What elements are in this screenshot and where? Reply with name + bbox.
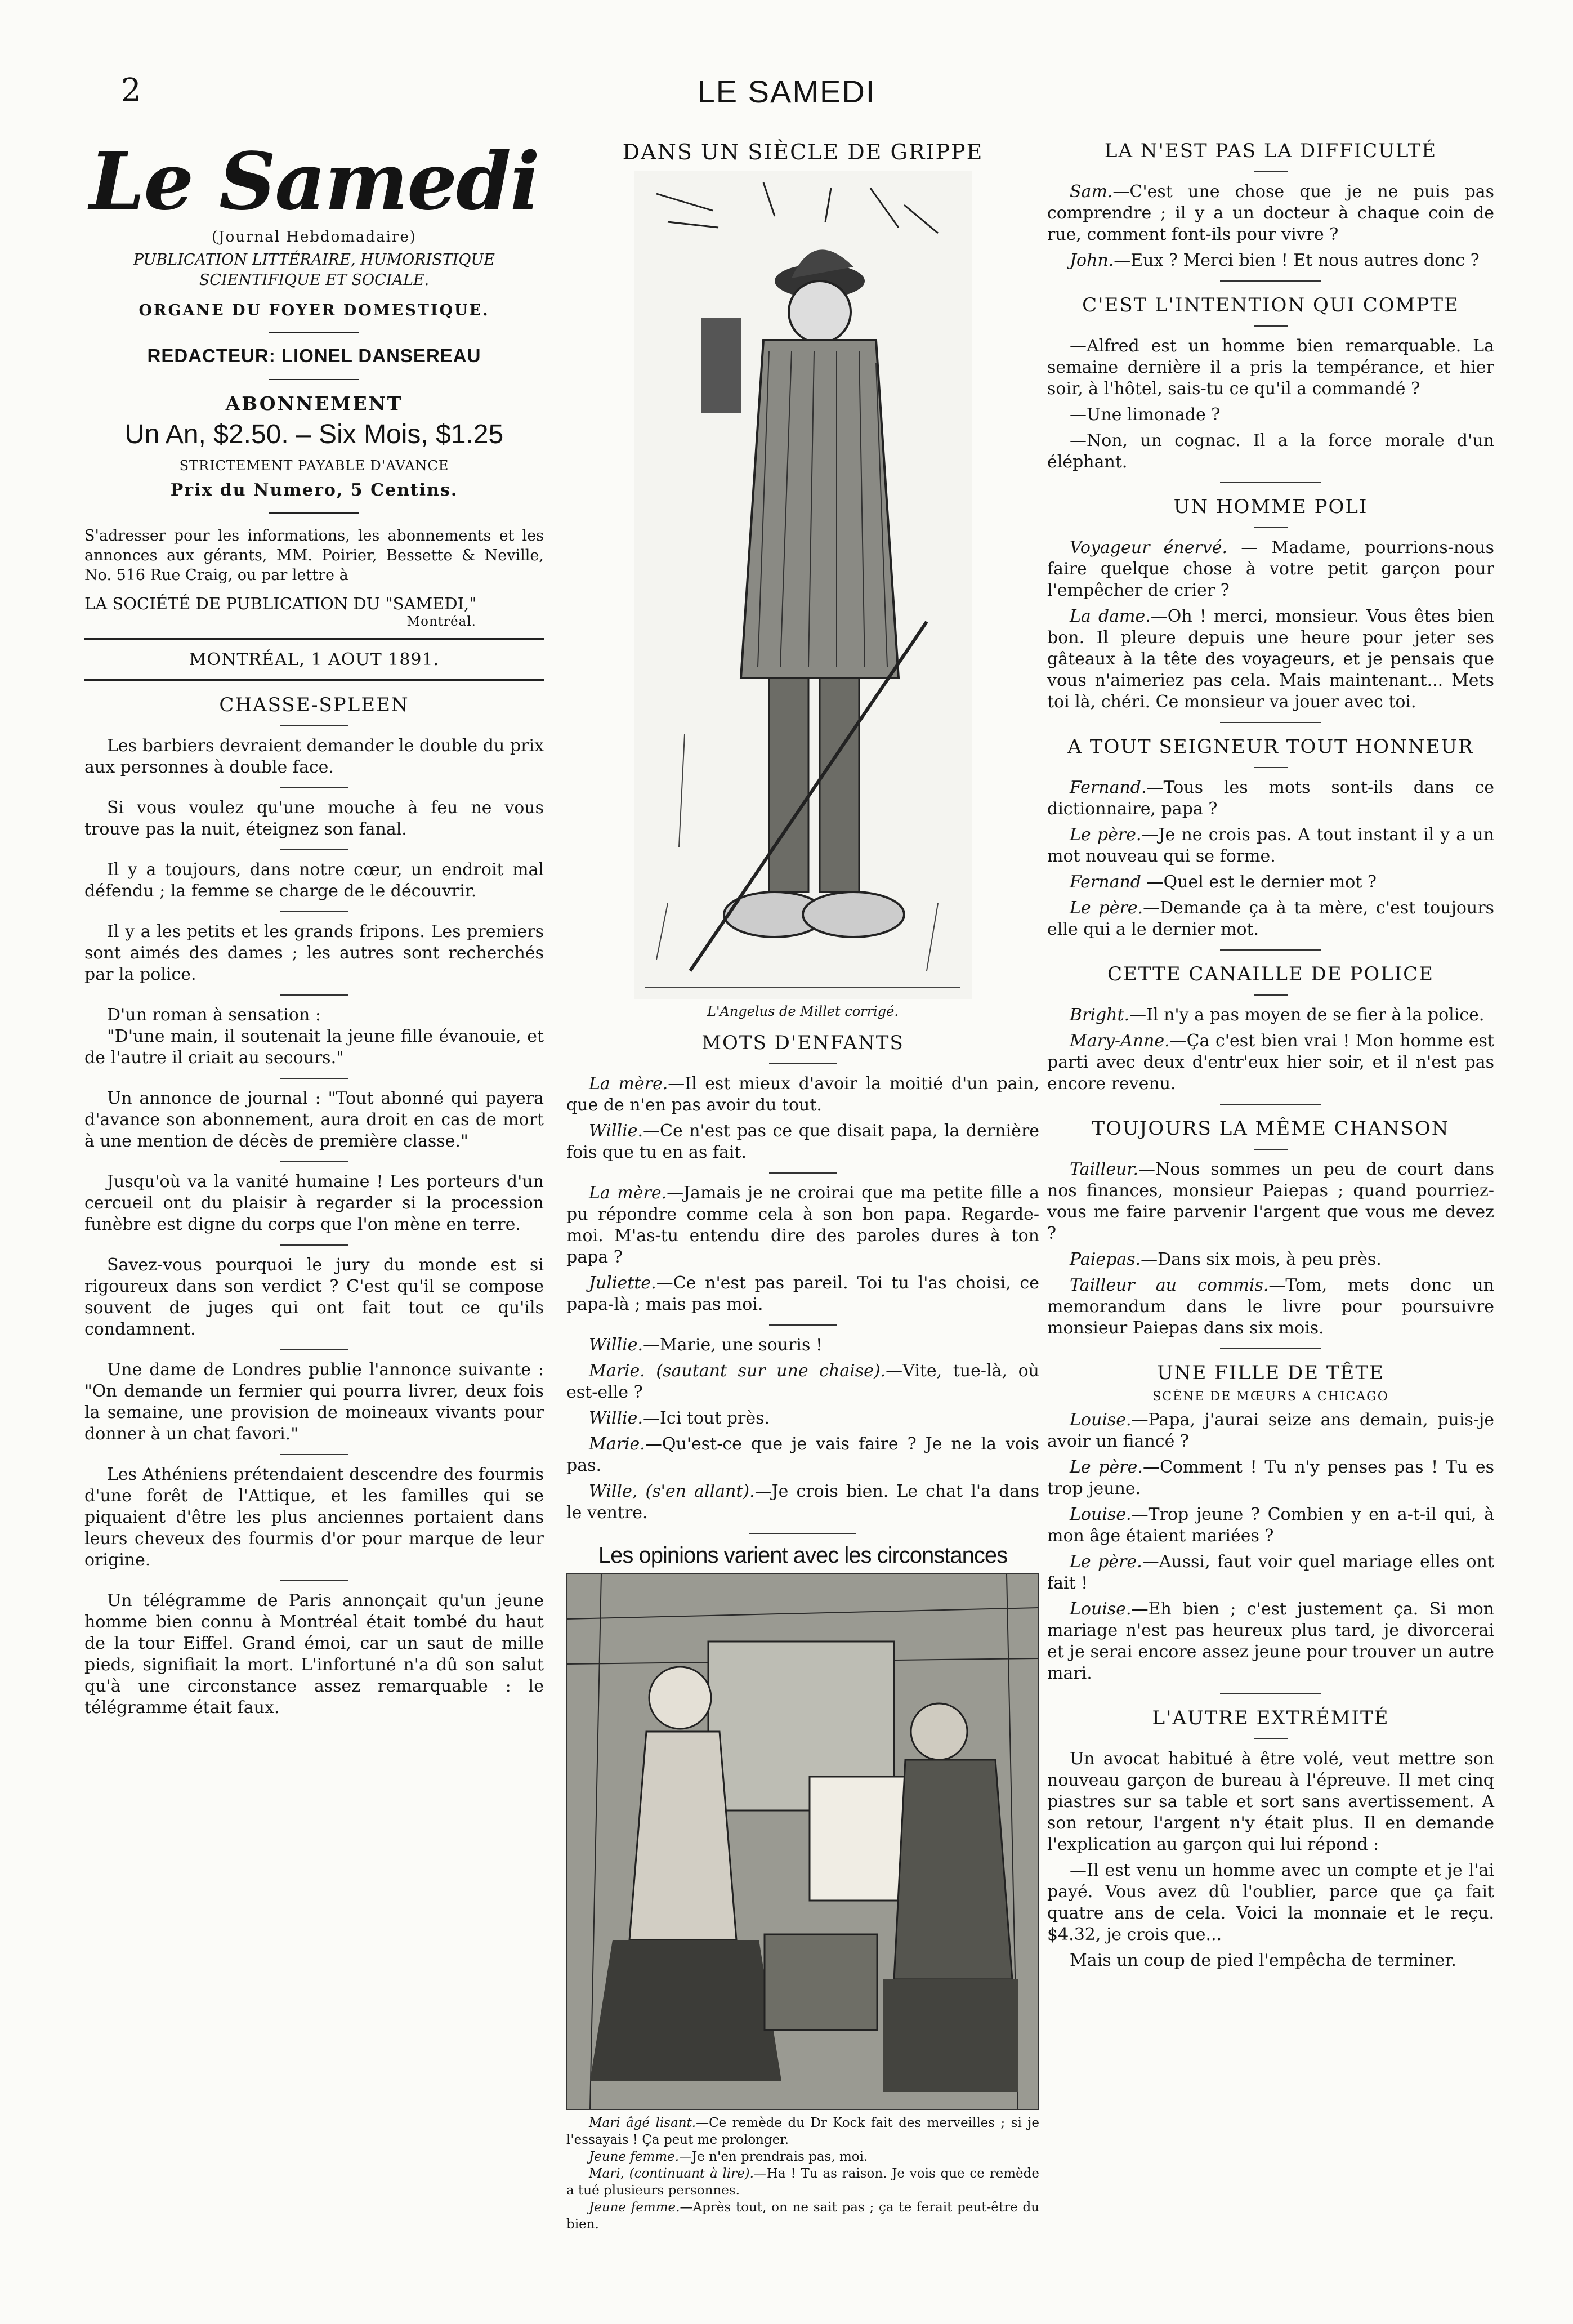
line-text: —C'est une chose que je ne puis pas comprendre ; il y a un docteur à chaque coin de rue, comment font-ils pour vivre ?: [1047, 182, 1494, 244]
dialogue-line: [1047, 1159, 1494, 1244]
line-text: —Ce n'est pas pareil. Toi tu l'as choisi, ce papa-là ; mais pas moi.: [566, 1273, 1039, 1314]
section-title-grippe: DANS UN SIÈCLE DE GRIPPE: [622, 140, 984, 164]
section-title-police: CETTE CANAILLE DE POLICE: [1107, 963, 1434, 985]
speaker: Mari âgé lisant.: [589, 2116, 696, 2130]
divider: [280, 787, 348, 788]
speaker: Tailleur au commis.: [1070, 1275, 1269, 1295]
paragraph: Il y a les petits et les grands fripons. Les premiers sont aimés des dames ; les autres sont recherchés par la police.: [84, 922, 544, 984]
line-text: —Ça c'est bien vrai ! Mon homme est parti avec deux d'entr'eux hier soir, et il n'est pas encore revenu.: [1047, 1031, 1494, 1094]
dialogue-line: [1047, 606, 1494, 713]
dialogue-line: [566, 1335, 1039, 1356]
dialogue-line: [1047, 1599, 1494, 1684]
issue-price: Prix du Numero, 5 Centins.: [170, 480, 458, 500]
dialogue-line: [1047, 1249, 1494, 1270]
line-text: —Aussi, faut voir quel mariage elles ont fait !: [1047, 1552, 1494, 1593]
divider: [1220, 949, 1321, 951]
divider: [84, 638, 544, 640]
dateline: MONTRÉAL, 1 AOUT 1891.: [189, 650, 440, 670]
redacteur: REDACTEUR: LIONEL DANSEREAU: [147, 345, 481, 366]
dialogue-line: [566, 1434, 1039, 1477]
line-text: —Il n'y a pas moyen de se fier à la police.: [1129, 1005, 1485, 1025]
paragraph: Savez-vous pourquoi le jury du monde est si rigoureux dans son verdict ? C'est qu'il se compose souvent de juges qui ont fait tout ce qu'ils condamnent.: [84, 1255, 544, 1339]
line-text: —Comment ! Tu n'y penses pas ! Tu es trop jeune.: [1047, 1457, 1494, 1498]
dialogue-line: [1047, 1457, 1494, 1500]
dialogue-line: [1047, 898, 1494, 940]
speaker: La dame.: [1070, 606, 1151, 626]
speaker: Fernand.: [1070, 778, 1147, 797]
divider: [1220, 722, 1321, 723]
speaker: Bright.: [1070, 1005, 1130, 1025]
paragraph: Il y a toujours, dans notre cœur, un endroit mal défendu ; la femme se charge de le découvrir.: [84, 860, 544, 901]
divider: [1254, 994, 1288, 996]
divider: [280, 1244, 348, 1246]
masthead-subtitle: (Journal Hebdomadaire): [212, 229, 417, 246]
speaker: Paiepas.: [1070, 1250, 1141, 1269]
divider: [280, 849, 348, 850]
paragraph: Un annonce de journal : "Tout abonné qui payera d'avance son abonnement, aura droit en cas de mort à une mention de décès de première classe.": [84, 1089, 544, 1151]
divider: [1220, 280, 1321, 282]
divider: [280, 725, 348, 726]
divider: [280, 911, 348, 912]
illustration-caption: [566, 2115, 1039, 2233]
divider: [1220, 1104, 1321, 1105]
line-text: —Je crois bien. Le chat l'a dans le ventre.: [566, 1482, 1039, 1523]
dialogue-line: [1047, 872, 1494, 893]
dialogue-line: —Non, un cognac. Il a la force morale d'un éléphant.: [1047, 431, 1494, 472]
divider: [280, 1454, 348, 1455]
dialogue-line: [1047, 1551, 1494, 1594]
paragraph: Si vous voulez qu'une mouche à feu ne vous trouve pas la nuit, éteignez son fanal.: [84, 798, 544, 839]
divider: [769, 1172, 837, 1174]
masthead-logo: Le Samedi: [89, 136, 539, 228]
line-text: —Je ne crois pas. A tout instant il y a un mot nouveau qui se forme.: [1047, 825, 1494, 866]
dialogue-line: —Alfred est un homme bien remarquable. La semaine dernière il a pris la tempérance, et hier soir, à l'hôtel, sais-tu ce qu'il a commandé ?: [1047, 336, 1494, 399]
paragraph: Jusqu'où va la vanité humaine ! Les porteurs d'un cercueil ont du plaisir à regarder si la procession funèbre est digne du corps que l'on mène en terre.: [84, 1172, 544, 1234]
dialogue-line: [566, 1408, 1039, 1429]
paragraph: Les Athéniens prétendaient descendre des fourmis d'une forêt de l'Attique, et les familles qui se piquaient d'être les plus anciennes portaient dans leurs cheveux des fourmis d'or pour marque de leur origine.: [84, 1465, 544, 1570]
speaker: Tailleur.: [1070, 1159, 1139, 1179]
paragraph: —Il est venu un homme avec un compte et je l'ai payé. Vous avez dû l'oublier, parce que ça fait quatre ans de cela. Voici la monnaie et le reçu. $4.32, je crois que...: [1047, 1861, 1494, 1944]
paragraph: D'un roman à sensation :: [107, 1005, 321, 1025]
line-text: —Trop jeune ? Combien y en a-t-il qui, à mon âge étaient mariées ?: [1047, 1505, 1494, 1546]
masthead-organ: ORGANE DU FOYER DOMESTIQUE.: [138, 302, 490, 319]
line-text: —Quel est le dernier mot ?: [1141, 872, 1377, 892]
dialogue-line: [1047, 1275, 1494, 1339]
paragraph: "D'une main, il soutenait la jeune fille évanouie, et de l'autre il criait au secours.": [84, 1027, 544, 1068]
illustration-caption: L'Angelus de Millet corrigé.: [707, 1003, 899, 1019]
divider: [769, 1324, 837, 1326]
running-head: LE SAMEDI: [697, 74, 876, 109]
divider: [1220, 1348, 1321, 1349]
dialogue-line: [1047, 181, 1494, 246]
divider: [280, 1580, 348, 1581]
section-title-homme-poli: UN HOMME POLI: [1173, 496, 1368, 518]
dialogue-line: [1047, 1504, 1494, 1547]
publisher-city: Montréal.: [406, 614, 476, 629]
divider: [280, 1161, 348, 1162]
line-text: —Eux ? Merci bien ! Et nous autres donc ?: [1114, 251, 1480, 270]
divider: [1254, 1149, 1288, 1150]
dialogue-line: —Une limonade ?: [1070, 405, 1221, 425]
peasant-illustration: [634, 171, 972, 999]
section-subtitle: SCÈNE DE MŒURS A CHICAGO: [1152, 1390, 1389, 1404]
divider: [1254, 325, 1288, 327]
line-text: —Jamais je ne croirai que ma petite fille a pu répondre comme cela à son bon papa. Regarde-moi. M'as-tu entendu dire des paroles dures à ton papa ?: [566, 1183, 1039, 1267]
speaker: Le père.: [1070, 898, 1143, 918]
page-number: 2: [121, 72, 141, 109]
dialogue-line: [566, 1183, 1039, 1268]
section-title-seigneur: A TOUT SEIGNEUR TOUT HONNEUR: [1067, 735, 1474, 758]
paragraph: Mais un coup de pied l'empêcha de terminer.: [1070, 1951, 1456, 1970]
dialogue-line: [1047, 1409, 1494, 1452]
speaker: Fernand: [1070, 872, 1142, 892]
paragraph: Les barbiers devraient demander le double du prix aux personnes à double face.: [84, 736, 544, 777]
speaker: Louise.: [1070, 1599, 1132, 1619]
dialogue-line: [1047, 1031, 1494, 1095]
speaker: Willie.: [589, 1408, 643, 1428]
speaker: Le père.: [1070, 825, 1142, 845]
speaker: Voyageur énervé.: [1070, 538, 1228, 557]
line-text: — Madame, pourrions-nous faire quelque chose à votre petit garçon pour l'empêcher de crier ?: [1047, 538, 1494, 600]
dialogue-line: [1047, 1005, 1494, 1026]
divider: [269, 512, 359, 514]
divider: [1220, 482, 1321, 483]
line-text: —Ha ! Tu as raison. Je vois que ce remède a tué plusieurs personnes.: [566, 2166, 1039, 2198]
dialogue-line: [566, 1121, 1039, 1163]
speaker: Le père.: [1070, 1457, 1143, 1477]
speaker: Jeune femme.: [589, 2200, 680, 2215]
speaker: Louise.: [1070, 1505, 1132, 1524]
divider: [1254, 1738, 1288, 1739]
speaker: Le père.: [1070, 1552, 1142, 1572]
divider: [1254, 767, 1288, 768]
divider: [1220, 1693, 1321, 1694]
line-text: —Demande ça à ta mère, c'est toujours elle qui a le dernier mot.: [1047, 898, 1494, 939]
divider: [269, 332, 359, 333]
address-notice: S'adresser pour les informations, les abonnements et les annonces aux gérants, MM. Poirier, Bessette & Neville, No. 516 Rue Craig, ou par lettre à: [84, 527, 544, 584]
section-title-intention: C'EST L'INTENTION QUI COMPTE: [1082, 294, 1459, 316]
line-text: —Tous les mots sont-ils dans ce dictionnaire, papa ?: [1047, 778, 1494, 819]
abonnement-title: ABONNEMENT: [225, 392, 403, 414]
abonnement-price: Un An, $2.50. – Six Mois, $1.25: [124, 420, 504, 449]
speaker: Jeune femme.: [589, 2149, 680, 2164]
speaker: Willie.: [589, 1121, 643, 1141]
dialogue-line: [1047, 250, 1494, 271]
payment-terms: STRICTEMENT PAYABLE D'AVANCE: [179, 458, 449, 474]
speaker: Willie.: [589, 1335, 643, 1355]
speaker: Marie.: [589, 1434, 645, 1454]
column-1: [84, 136, 544, 1719]
speaker: La mère.: [589, 1074, 668, 1094]
engraving-old-man-reading: [566, 1573, 1039, 2110]
dialogue-line: [566, 1481, 1039, 1524]
dialogue-line: [566, 1361, 1039, 1403]
paragraph: Un télégramme de Paris annonçait qu'un jeune homme bien connu à Montréal était tombé du haut de la tour Eiffel. Grand émoi, car un saut de mille pieds, signifiait la mort. L'infortuné n'a dû son salut qu'à une circonstance assez remarquable : le télégramme était faux.: [84, 1591, 544, 1718]
section-title-chanson: TOUJOURS LA MÊME CHANSON: [1092, 1117, 1450, 1140]
section-title-mots-enfants: MOTS D'ENFANTS: [701, 1032, 904, 1054]
publisher-name: LA SOCIÉTÉ DE PUBLICATION DU "SAMEDI,": [84, 594, 477, 613]
section-title-difficulte: LA N'EST PAS LA DIFFICULTÉ: [1104, 140, 1437, 162]
speaker: Mary-Anne.: [1070, 1031, 1170, 1051]
line-text: —Oh ! merci, monsieur. Vous êtes bien bon. Il pleure depuis une heure pour jeter ses gâteaux à la tête des voyageurs, et je pensais que vous n'aimeriez pas cela. Mais maintenant... Mets toi là, chéri. Ce monsieur va jouer avec toi.: [1047, 606, 1494, 712]
line-text: —Dans six mois, à peu près.: [1141, 1250, 1382, 1269]
section-title-opinions: Les opinions varient avec les circonstances: [598, 1543, 1008, 1568]
line-text: —Eh bien ; c'est justement ça. Si mon mariage n'est pas heureux plus tard, je divorcerai et je serai encore assez jeune pour trouver un autre mari.: [1047, 1599, 1494, 1683]
line-text: —Vite, tue-là, où est-elle ?: [566, 1361, 1039, 1402]
speaker: Mari, (continuant à lire).: [589, 2166, 754, 2181]
line-text: —Nous sommes un peu de court dans nos finances, monsieur Paiepas ; quand pourriez-vous me faire parvenir l'argent que vous me devez ?: [1047, 1159, 1494, 1243]
divider: [749, 1533, 856, 1534]
speaker: Marie. (sautant sur une chaise).: [589, 1361, 886, 1381]
dialogue-line: [1047, 537, 1494, 601]
divider: [269, 379, 359, 380]
line-text: —Je n'en prendrais pas, moi.: [679, 2149, 868, 2164]
divider: [769, 1063, 837, 1064]
line-text: —Qu'est-ce que je vais faire ? Je ne la vois pas.: [566, 1434, 1039, 1475]
section-title-chasse-spleen: CHASSE-SPLEEN: [219, 694, 409, 716]
line-text: —Après tout, on ne sait pas ; ça te ferait peut-être du bien.: [566, 2200, 1040, 2232]
divider: [84, 679, 544, 681]
dialogue-line: [1047, 777, 1494, 820]
line-text: —Il est mieux d'avoir la moitié d'un pain, que de n'en pas avoir du tout.: [566, 1074, 1039, 1115]
divider: [280, 1349, 348, 1350]
section-title-extremite: L'AUTRE EXTRÉMITÉ: [1152, 1707, 1389, 1729]
engraving-sneezing-peasant: [634, 171, 972, 999]
speaker: John.: [1070, 251, 1114, 270]
section-title-fille: UNE FILLE DE TÊTE: [1157, 1362, 1384, 1384]
line-text: —Tom, mets donc un memorandum dans le livre pour poursuivre monsieur Paiepas dans six mois.: [1047, 1275, 1494, 1338]
divider: [280, 994, 348, 996]
dialogue-line: [566, 1273, 1039, 1315]
line-text: —Ce remède du Dr Kock fait des merveilles ; si je l'essayais ! Ça peut me prolonger.: [566, 2116, 1039, 2147]
speaker: Juliette.: [589, 1273, 656, 1293]
line-text: —Papa, j'aurai seize ans demain, puis-je avoir un fiancé ?: [1047, 1410, 1494, 1451]
divider: [280, 1078, 348, 1079]
column-3: [1047, 140, 1494, 1971]
speaker: Sam.: [1070, 182, 1113, 202]
column-2: [566, 140, 1039, 2233]
masthead-description: PUBLICATION LITTÉRAIRE, HUMORISTIQUE SCIENTIFIQUE ET SOCIALE.: [133, 251, 495, 289]
line-text: —Ici tout près.: [642, 1408, 770, 1428]
dialogue-line: [566, 1073, 1039, 1116]
speaker: Wille, (s'en allant).: [589, 1482, 755, 1501]
line-text: —Marie, une souris !: [642, 1335, 823, 1355]
speaker: Louise.: [1070, 1410, 1132, 1430]
dialogue-line: [1047, 824, 1494, 867]
paragraph: Une dame de Londres publie l'annonce suivante : "On demande un fermier qui pourra livrer, deux fois la semaine, une provision de moineaux vivants pour donner à un chat favori.": [84, 1360, 544, 1444]
divider: [1254, 171, 1288, 172]
divider: [1254, 527, 1288, 528]
speaker: La mère.: [589, 1183, 667, 1203]
couple-illustration: [567, 1574, 1038, 2109]
paragraph: Un avocat habitué à être volé, veut mettre son nouveau garçon de bureau à l'épreuve. Il met cinq piastres sur sa table et sort sans avertissement. A son retour, l'argent n'y était plus. Il en demande l'explication au garçon qui lui répond :: [1047, 1749, 1494, 1854]
line-text: —Ce n'est pas ce que disait papa, la dernière fois que tu en as fait.: [566, 1121, 1039, 1162]
